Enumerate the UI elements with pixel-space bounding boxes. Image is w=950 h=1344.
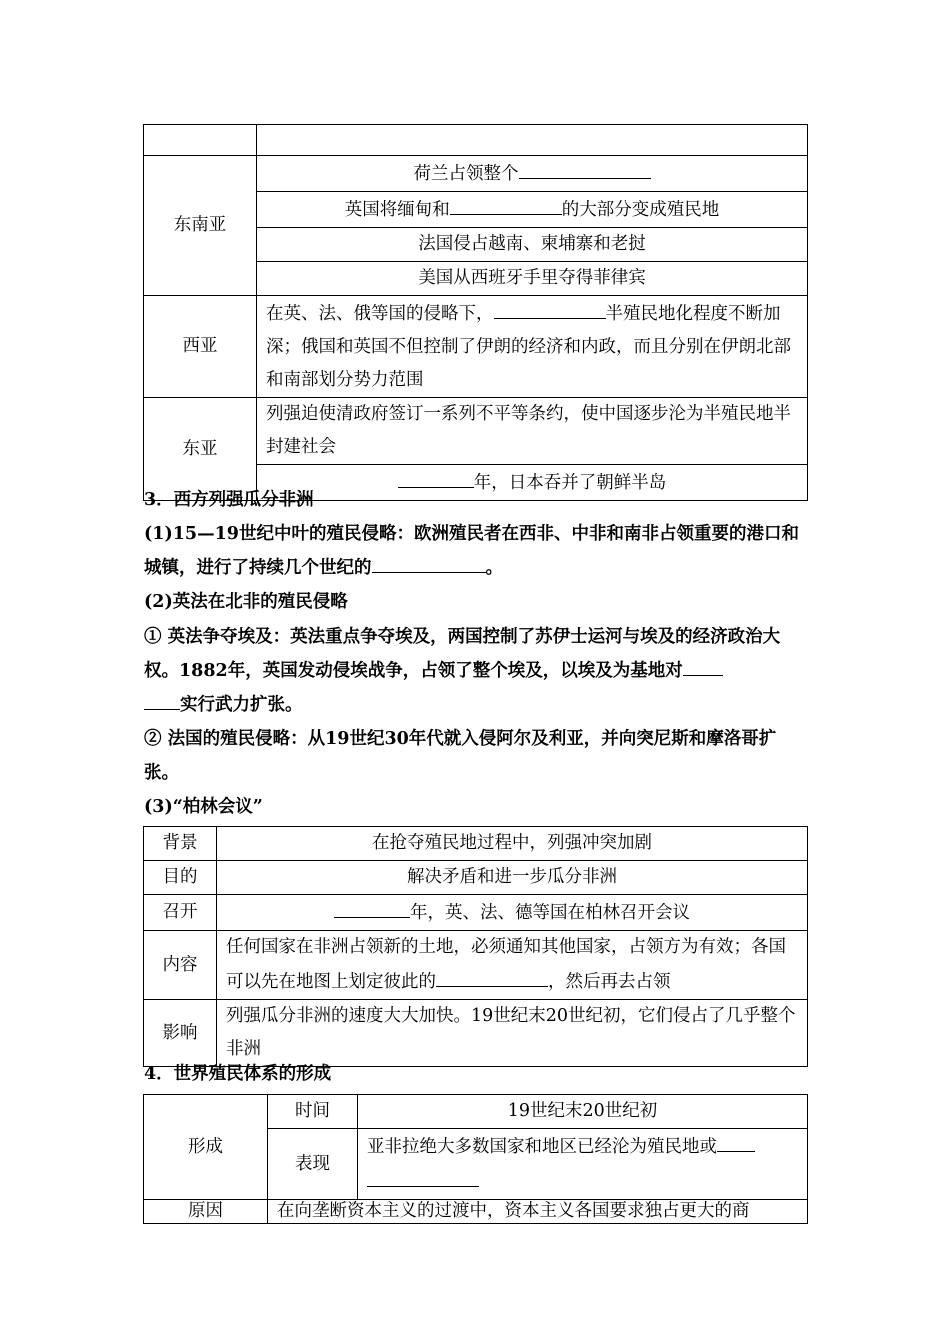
row-label-southeast-asia: 东南亚 xyxy=(144,156,257,296)
fill-blank[interactable] xyxy=(519,156,651,179)
row-label-east-asia: 东亚 xyxy=(144,398,257,501)
row-label-impact: 影响 xyxy=(144,1000,217,1067)
row-label-reason: 原因 xyxy=(144,1200,268,1224)
section3-p2: (2)英法在北非的殖民侵略 xyxy=(144,592,348,612)
section3-heading: 3．西方列强瓜分非洲 xyxy=(144,490,314,510)
held-value: 年，英、法、德等国在柏林召开会议 xyxy=(217,895,808,931)
asia-table xyxy=(143,124,808,501)
section4-heading: 4．世界殖民体系的形成 xyxy=(144,1064,332,1084)
row-label-west-asia: 西亚 xyxy=(144,296,257,398)
section3-p5: (3)“柏林会议” xyxy=(144,797,263,817)
row-label-manifestation: 表现 xyxy=(268,1129,358,1200)
fill-blank[interactable] xyxy=(436,964,548,987)
row-label-time: 时间 xyxy=(268,1095,358,1129)
row-label-background: 背景 xyxy=(144,827,217,861)
background-value: 在抢夺殖民地过程中，列强冲突加剧 xyxy=(217,827,808,861)
sea-row-3: 法国侵占越南、柬埔寨和老挝 xyxy=(257,228,808,262)
sea-row-1: 荷兰占领整个 xyxy=(257,156,808,192)
time-value: 19世纪末20世纪初 xyxy=(358,1095,808,1129)
sea-row-2: 英国将缅甸和 的大部分变成殖民地 xyxy=(257,192,808,228)
row-label-goal: 目的 xyxy=(144,861,217,895)
fill-blank[interactable] xyxy=(367,1164,479,1187)
goal-value: 解决矛盾和进一步瓜分非洲 xyxy=(217,861,808,895)
fill-blank[interactable] xyxy=(717,1129,755,1152)
fill-blank[interactable] xyxy=(494,296,606,319)
row-label-content: 内容 xyxy=(144,931,217,1000)
section3-p3: ① 英法争夺埃及：英法重点争夺埃及，两国控制了苏伊士运河与埃及的经济政治大权。1882年，英国发动侵埃战争，占领了整个埃及，以埃及为基地对 实行武力扩张。 xyxy=(144,627,781,715)
fill-blank[interactable] xyxy=(372,552,486,573)
sea-row-4: 美国从西班牙手里夺得菲律宾 xyxy=(257,262,808,296)
fill-blank[interactable] xyxy=(334,895,410,918)
section3-p1: (1)15—19世纪中叶的殖民侵略：欧洲殖民者在西非、中非和南非占领重要的港口和城镇，进行了持续几个世纪的 。 xyxy=(144,524,799,578)
fill-blank[interactable] xyxy=(450,192,562,215)
section3-p4: ② 法国的殖民侵略：从19世纪30年代就入侵阿尔及利亚，并向突尼斯和摩洛哥扩张。 xyxy=(144,729,777,783)
east-asia-row-2: 年，日本吞并了朝鲜半岛 xyxy=(257,465,808,501)
manifestation-value: 亚非拉绝大多数国家和地区已经沦为殖民地或 xyxy=(358,1129,808,1200)
reason-value: 在向垄断资本主义的过渡中，资本主义各国要求独占更大的商 xyxy=(268,1200,808,1224)
row-label-formation: 形成 xyxy=(144,1095,268,1200)
content-value: 任何国家在非洲占领新的土地，必须通知其他国家，占领方为有效；各国可以先在地图上划定彼此的 ，然后再去占领 xyxy=(217,931,808,1000)
fill-blank[interactable] xyxy=(144,689,180,710)
empty-cell xyxy=(144,125,257,156)
colonial-system-table xyxy=(143,1094,808,1224)
berlin-table xyxy=(143,826,808,1067)
impact-value: 列强瓜分非洲的速度大大加快。19世纪末20世纪初，它们侵占了几乎整个非洲 xyxy=(217,1000,808,1067)
row-label-held: 召开 xyxy=(144,895,217,931)
fill-blank[interactable] xyxy=(683,655,723,676)
east-asia-row-1: 列强迫使清政府签订一系列不平等条约，使中国逐步沦为半殖民地半封建社会 xyxy=(257,398,808,465)
empty-cell xyxy=(257,125,808,156)
west-asia-cell: 在英、法、俄等国的侵略下， 半殖民地化程度不断加深；俄国和英国不但控制了伊朗的经济和内政，而且分别在伊朗北部和南部划分势力范围 xyxy=(257,296,808,398)
